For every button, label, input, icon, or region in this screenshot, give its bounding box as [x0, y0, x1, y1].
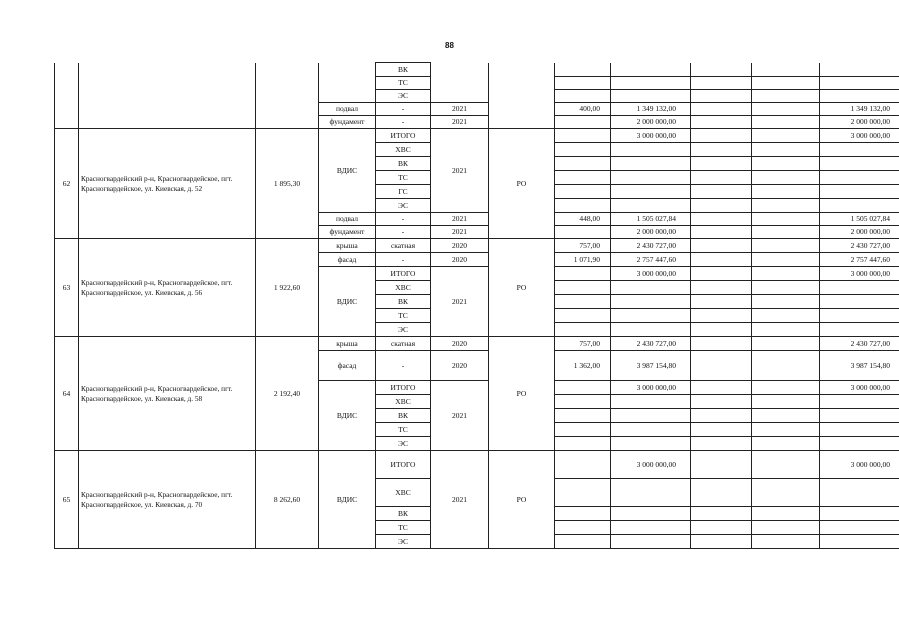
volume-cell: 757,00 [555, 337, 611, 351]
ro-cell: РО [489, 239, 555, 337]
page-number: 88 [445, 41, 454, 50]
cost-cell: 3 987 154,80 [611, 351, 691, 381]
year-cell: 2020 [431, 239, 489, 253]
system-cell: ХВС [376, 143, 431, 157]
system-cell: ИТОГО [376, 129, 431, 143]
system-cell: ЭС [376, 437, 431, 451]
cost-cell: 3 000 000,00 [611, 381, 691, 395]
volume-cell: 1 362,00 [555, 351, 611, 381]
total-cell: 2 430 727,00 [820, 239, 899, 253]
capital-repair-table [54, 62, 899, 549]
system-cell: ТС [376, 77, 431, 90]
cost-cell: 2 000 000,00 [611, 116, 691, 129]
cost-cell: 3 000 000,00 [611, 451, 691, 479]
system-cell: ЭС [376, 90, 431, 103]
cost-cell: 2 430 727,00 [611, 239, 691, 253]
system-cell: ИТОГО [376, 381, 431, 395]
row-number: 62 [55, 129, 79, 239]
cost-cell: 2 000 000,00 [611, 226, 691, 239]
total-cell: 1 349 132,00 [820, 103, 899, 116]
area-cell: 1 922,60 [256, 239, 319, 337]
system-cell: скатная [376, 337, 431, 351]
table-row [55, 337, 899, 351]
system-cell: ИТОГО [376, 451, 431, 479]
table-row [55, 63, 899, 77]
cost-cell: 1 505 027,84 [611, 213, 691, 226]
year-cell: 2021 [431, 451, 489, 549]
volume-cell: 448,00 [555, 213, 611, 226]
cost-cell: 1 349 132,00 [611, 103, 691, 116]
address-cell: Красногвардейский р-н, Красногвардейское, пгт. Красногвардейское, ул. Киевская, д. 56 [79, 239, 256, 337]
address-cell: Красногвардейский р-н, Красногвардейское, пгт. Красногвардейское, ул. Киевская, д. 52 [79, 129, 256, 239]
total-cell: 2 000 000,00 [820, 116, 899, 129]
address-cell: Красногвардейский р-н, Красногвардейское, пгт. Красногвардейское, ул. Киевская, д. 58 [79, 337, 256, 451]
table-row [55, 239, 899, 253]
ro-cell: РО [489, 337, 555, 451]
system-cell: ЭС [376, 535, 431, 549]
vdis-label: ВДИС [319, 451, 376, 549]
total-cell: 2 000 000,00 [820, 226, 899, 239]
address-cell: Красногвардейский р-н, Красногвардейское, пгт. Красногвардейское, ул. Киевская, д. 70 [79, 451, 256, 549]
system-cell: ТС [376, 171, 431, 185]
year-cell: 2021 [431, 103, 489, 116]
system-cell: ТС [376, 423, 431, 437]
element-cell: подвал [319, 103, 376, 116]
year-cell: 2021 [431, 381, 489, 451]
system-cell: - [376, 103, 431, 116]
year-cell: 2020 [431, 253, 489, 267]
volume-cell: 400,00 [555, 103, 611, 116]
system-cell: ЭС [376, 323, 431, 337]
year-cell: 2021 [431, 116, 489, 129]
system-cell: скатная [376, 239, 431, 253]
system-cell: ВК [376, 295, 431, 309]
element-cell: крыша [319, 337, 376, 351]
total-cell: 2 757 447,60 [820, 253, 899, 267]
row-number: 63 [55, 239, 79, 337]
row-number: 65 [55, 451, 79, 549]
vdis-label: ВДИС [319, 129, 376, 213]
year-cell: 2020 [431, 351, 489, 381]
system-cell: ВК [376, 157, 431, 171]
year-cell: 2021 [431, 267, 489, 337]
total-cell: 3 000 000,00 [820, 381, 899, 395]
cost-cell: 2 430 727,00 [611, 337, 691, 351]
system-cell: ХВС [376, 281, 431, 295]
system-cell: - [376, 351, 431, 381]
year-cell: 2020 [431, 337, 489, 351]
system-cell: ХВС [376, 479, 431, 507]
element-cell: фасад [319, 253, 376, 267]
element-cell: фундамент [319, 226, 376, 239]
system-cell: ВК [376, 63, 431, 77]
total-cell: 3 000 000,00 [820, 129, 899, 143]
year-cell: 2021 [431, 213, 489, 226]
system-cell: - [376, 213, 431, 226]
system-cell: ТС [376, 309, 431, 323]
vdis-label: ВДИС [319, 381, 376, 451]
system-cell: ГС [376, 185, 431, 199]
ro-cell: РО [489, 451, 555, 549]
system-cell: ВК [376, 507, 431, 521]
cost-cell: 2 757 447,60 [611, 253, 691, 267]
cost-cell: 3 000 000,00 [611, 129, 691, 143]
total-cell: 1 505 027,84 [820, 213, 899, 226]
total-cell: 3 987 154,80 [820, 351, 899, 381]
area-cell: 1 895,30 [256, 129, 319, 239]
volume-cell: 757,00 [555, 239, 611, 253]
total-cell: 2 430 727,00 [820, 337, 899, 351]
system-cell: ХВС [376, 395, 431, 409]
system-cell: ИТОГО [376, 267, 431, 281]
cost-cell: 3 000 000,00 [611, 267, 691, 281]
table-row [55, 129, 899, 143]
system-cell: - [376, 253, 431, 267]
system-cell: ТС [376, 521, 431, 535]
row-number: 64 [55, 337, 79, 451]
volume-cell: 1 071,90 [555, 253, 611, 267]
area-cell: 2 192,40 [256, 337, 319, 451]
ro-cell: РО [489, 129, 555, 239]
element-cell: подвал [319, 213, 376, 226]
element-cell: фасад [319, 351, 376, 381]
system-cell: ЭС [376, 199, 431, 213]
system-cell: - [376, 226, 431, 239]
element-cell: крыша [319, 239, 376, 253]
total-cell: 3 000 000,00 [820, 451, 899, 479]
element-cell: фундамент [319, 116, 376, 129]
area-cell: 8 262,60 [256, 451, 319, 549]
system-cell: ВК [376, 409, 431, 423]
system-cell: - [376, 116, 431, 129]
total-cell: 3 000 000,00 [820, 267, 899, 281]
table-row [55, 451, 899, 479]
year-cell: 2021 [431, 226, 489, 239]
vdis-label: ВДИС [319, 267, 376, 337]
year-cell: 2021 [431, 129, 489, 213]
